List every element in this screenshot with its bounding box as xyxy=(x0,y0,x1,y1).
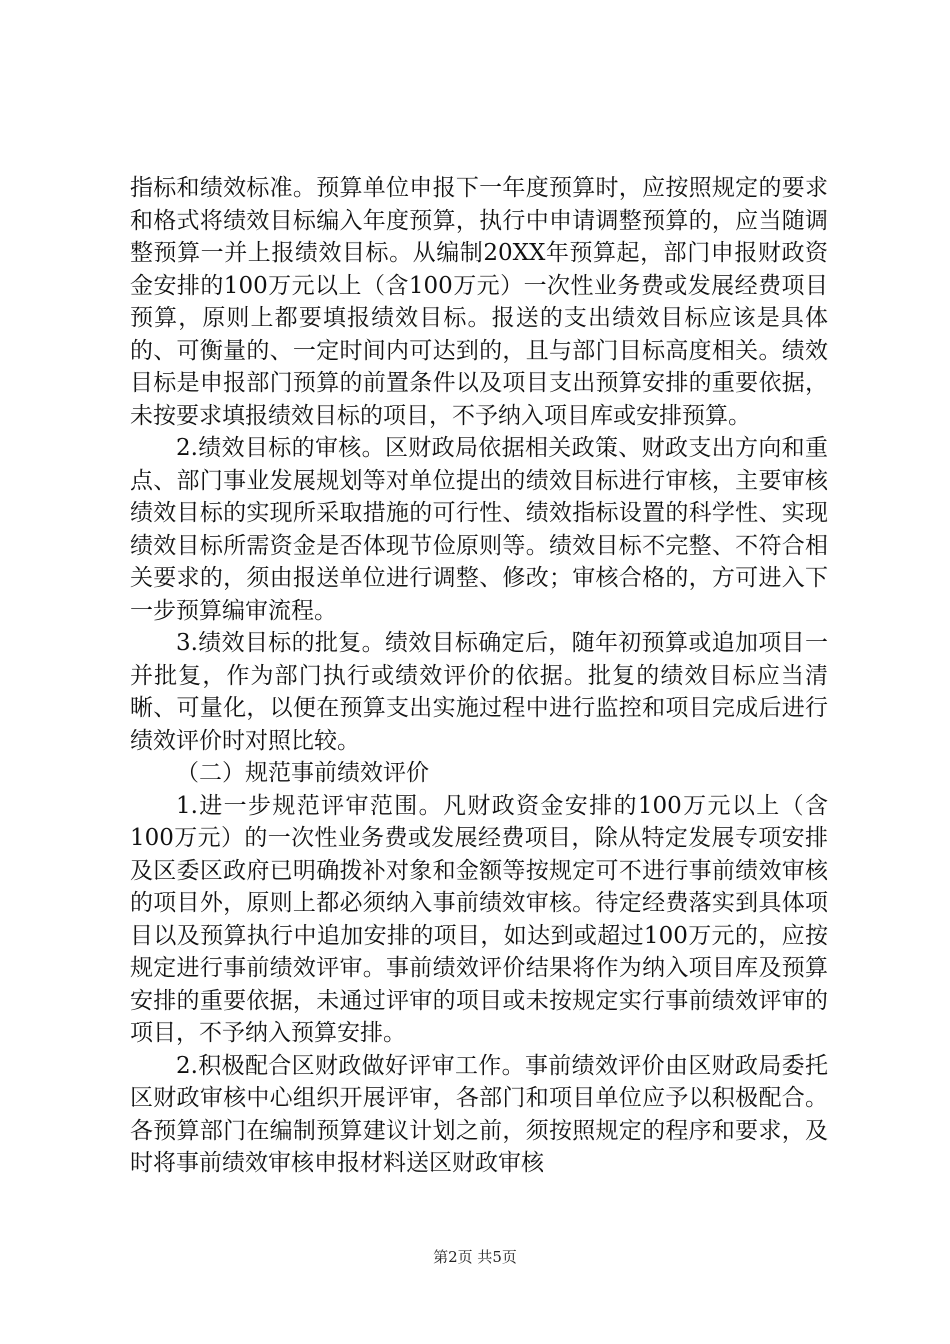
paragraph-goal-approval: 3.绩效目标的批复。绩效目标确定后，随年初预算或追加项目一并批复，作为部门执行或绩效评价的依据。批复的绩效目标应当清晰、可量化，以便在预算支出实施过程中进行监控和项目完成后进行绩效评价时对照比较。 xyxy=(130,630,828,754)
paragraph-review-scope: 1.进一步规范评审范围。凡财政资金安排的100万元以上（含100万元）的一次性业务费或发展经费项目，除从特定发展专项安排及区委区政府已明确拨补对象和金额等按规定可不进行事前绩效审核的项目外，原则上都必须纳入事前绩效审核。待定经费落实到具体项目以及预算执行中追加安排的项目，如达到或超过100万元的，应按规定进行事前绩效评审。事前绩效评价结果将作为纳入项目库及预算安排的重要依据，未通过评审的项目或未按规定实行事前绩效评审的项目，不予纳入预算安排。 xyxy=(130,792,828,1046)
document-body xyxy=(130,172,828,1180)
paragraph-continuation: 指标和绩效标准。预算单位申报下一年度预算时，应按照规定的要求和格式将绩效目标编入年度预算，执行中申请调整预算的，应当随调整预算一并上报绩效目标。从编制20XX年预算起，部门申报财政资金安排的100万元以上（含100万元）一次性业务费或发展经费项目预算，原则上都要填报绩效目标。报送的支出绩效目标应该是具体的、可衡量的、一定时间内可达到的，且与部门目标高度相关。绩效目标是申报部门预算的前置条件以及项目支出预算安排的重要依据，未按要求填报绩效目标的项目，不予纳入项目库或安排预算。 xyxy=(130,175,828,429)
paragraph-goal-review: 2.绩效目标的审核。区财政局依据相关政策、财政支出方向和重点、部门事业发展规划等对单位提出的绩效目标进行审核，主要审核绩效目标的实现所采取措施的可行性、绩效指标设置的科学性、实现绩效目标所需资金是否体现节俭原则等。绩效目标不完整、不符合相关要求的，须由报送单位进行调整、修改；审核合格的，方可进入下一步预算编审流程。 xyxy=(130,435,828,624)
section-heading: （二）规范事前绩效评价 xyxy=(176,760,429,786)
page-number-footer: 第2页 共5页 xyxy=(433,1248,517,1266)
paragraph-cooperation: 2.积极配合区财政做好评审工作。事前绩效评价由区财政局委托区财政审核中心组织开展评审，各部门和项目单位应予以积极配合。各预算部门在编制预算建议计划之前，须按照规定的程序和要求，及时将事前绩效审核申报材料送区财政审核 xyxy=(130,1052,828,1176)
